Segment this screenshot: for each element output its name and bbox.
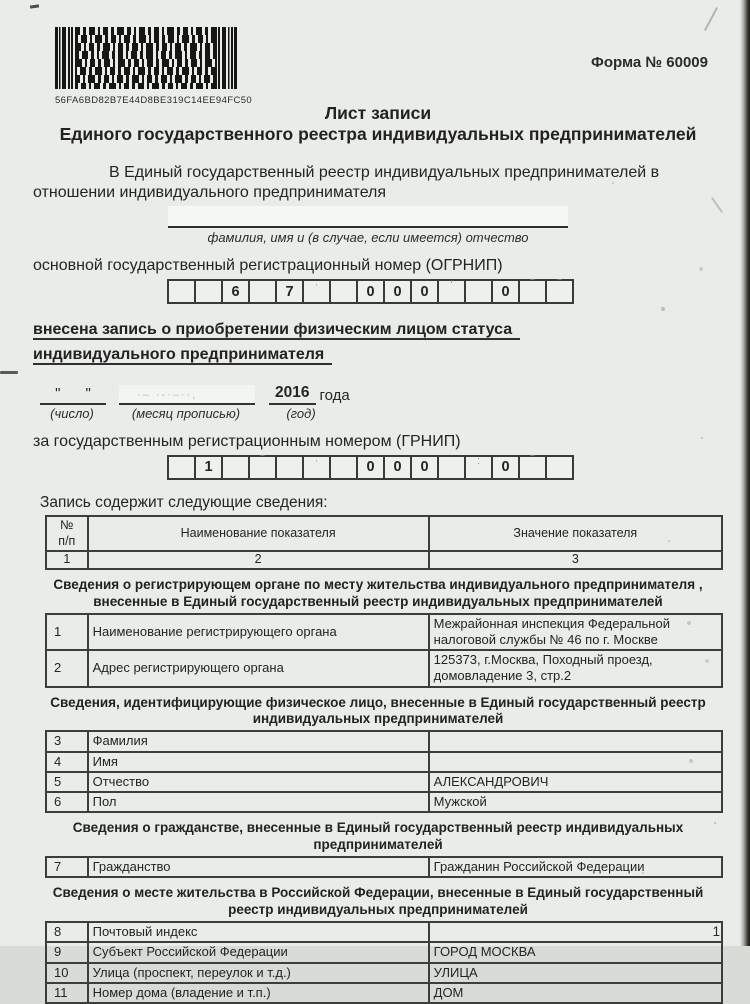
date-year-value: 2016 xyxy=(269,384,316,405)
table-row xyxy=(46,963,722,983)
grnip-cell xyxy=(329,455,358,480)
table-row xyxy=(46,942,722,962)
erased-mark: ‾ xyxy=(530,454,535,467)
row-name: Наименование регистрирующего органа xyxy=(88,614,429,651)
grnip-cell xyxy=(518,455,547,480)
ogrnip-cell xyxy=(221,279,250,304)
grnip-label: за государственным регистрационным номером (ГРНИП) xyxy=(33,432,461,450)
grnip-cell xyxy=(383,455,412,480)
row-num: 7 xyxy=(46,857,88,877)
grnip-digit: 0 xyxy=(420,459,429,476)
ogrnip-cell xyxy=(275,279,304,304)
grnip-cell xyxy=(410,455,439,480)
date-month-field xyxy=(119,385,255,405)
erased-mark: · xyxy=(314,279,319,292)
grnip-cell xyxy=(491,455,520,480)
row-num: 8 xyxy=(46,922,88,942)
grnip-cell xyxy=(356,455,385,480)
grnip-cell xyxy=(221,455,250,480)
ogrnip-cell xyxy=(518,279,547,304)
date-field-labels xyxy=(33,406,723,421)
record-statement-line2: индивидуального предпринимателя xyxy=(33,346,332,365)
row-name: Почтовый индекс xyxy=(88,922,429,942)
section-heading-registering-authority: Сведения о регистрирующем органе по месту жительства индивидуального предпринимателя , внесенные в Единый государственный реестр индивидуальных предпринимателей xyxy=(53,576,703,609)
erased-mark: ‾ xyxy=(260,454,265,467)
row-value: ДОМ xyxy=(429,983,722,1003)
row-name: Улица (проспект, переулок и т.д.) xyxy=(88,963,429,983)
row-name: Адрес регистрирующего органа xyxy=(88,650,429,687)
form-number-label: Форма № 60009 xyxy=(591,54,708,71)
barcode-code-text: 56FA6BD82B7E44D8BE319C14EE94FC50 xyxy=(55,95,253,106)
grnip-cell xyxy=(437,455,466,480)
ogrnip-cell xyxy=(167,279,196,304)
column-header-num: № п/п xyxy=(46,516,88,551)
date-day-label: (число) xyxy=(50,405,94,421)
page-number: 1 xyxy=(712,924,720,939)
record-date xyxy=(33,384,723,405)
grnip-digit: 0 xyxy=(501,459,510,476)
record-contents-intro: Запись содержит следующие сведения: xyxy=(40,493,328,511)
ogrnip-cell xyxy=(302,279,331,304)
date-year-suffix: года xyxy=(319,386,350,404)
ogrnip-label: основной государственный регистрационный номер (ОГРНИП) xyxy=(33,257,503,275)
row-value: УЛИЦА xyxy=(429,963,722,983)
ogrnip-digit: 0 xyxy=(420,283,429,300)
section-table-registering-authority xyxy=(45,613,723,688)
row-num: 9 xyxy=(46,942,88,962)
erased-mark: : xyxy=(476,454,481,467)
document-title-line2: Единого государственного реестра индивидуальных предпринимателей xyxy=(59,124,697,145)
intro-paragraph: В Единый государственный реестр индивидуальных предпринимателей в отношении индивидуального предпринимателя xyxy=(33,163,660,202)
row-num: 3 xyxy=(46,731,88,751)
ogrnip-number-boxes xyxy=(167,279,723,304)
erased-mark: ‾ xyxy=(530,279,535,292)
details-table-header xyxy=(45,515,723,570)
column-index: 1 xyxy=(46,551,88,569)
ogrnip-digit: 6 xyxy=(231,283,240,300)
ogrnip-cell xyxy=(437,279,466,304)
name-field-caption: фамилия, имя и (в случае, если имеется) отчество xyxy=(207,230,529,246)
row-name: Субъект Российской Федерации xyxy=(88,942,429,962)
grnip-cell xyxy=(194,455,223,480)
grnip-cell xyxy=(545,455,574,480)
row-value xyxy=(429,731,722,751)
grnip-cell xyxy=(275,455,304,480)
grnip-number-boxes xyxy=(167,455,723,480)
date-year-label: (год) xyxy=(286,405,316,421)
record-statement-line1: внесена запись о приобретении физическим лицом статуса xyxy=(33,321,520,340)
row-num: 6 xyxy=(46,792,88,812)
row-name: Имя xyxy=(88,752,429,772)
section-table-person-identity xyxy=(45,730,723,813)
table-row xyxy=(46,752,722,772)
row-value: Мужской xyxy=(429,792,722,812)
ogrnip-cell xyxy=(491,279,520,304)
section-heading-citizenship: Сведения о гражданстве, внесенные в Единый государственный реестр индивидуальных предпринимателей xyxy=(72,820,684,853)
grnip-cell xyxy=(167,455,196,480)
ogrnip-cell xyxy=(545,279,574,304)
ogrnip-cell xyxy=(194,279,223,304)
ogrnip-digit: 7 xyxy=(285,283,294,300)
column-header-value: Значение показателя xyxy=(429,516,722,551)
grnip-cell xyxy=(248,455,277,480)
row-value: Гражданин Российской Федерации xyxy=(429,857,722,877)
row-num: 2 xyxy=(46,650,88,687)
table-row xyxy=(46,983,722,1003)
table-row xyxy=(46,922,722,942)
column-header-name: Наименование показателя xyxy=(88,516,429,551)
row-value: АЛЕКСАНДРОВИЧ xyxy=(429,772,722,792)
erased-mark: ’ xyxy=(450,279,453,292)
row-num: 11 xyxy=(46,983,88,1003)
row-value xyxy=(429,752,722,772)
grnip-digit: 1 xyxy=(204,459,213,476)
date-day-field: " " xyxy=(40,385,106,405)
table-row xyxy=(46,857,722,877)
ogrnip-cell xyxy=(356,279,385,304)
ogrnip-cell xyxy=(329,279,358,304)
record-statement xyxy=(33,318,723,368)
ogrnip-cell xyxy=(464,279,493,304)
table-row xyxy=(46,614,722,651)
date-month-label: (месяц прописью) xyxy=(131,405,241,421)
row-name: Номер дома (владение и т.п.) xyxy=(88,983,429,1003)
erased-mark: · xyxy=(314,454,319,467)
ogrnip-digit: 0 xyxy=(501,283,510,300)
row-num: 4 xyxy=(46,752,88,772)
name-redaction-box xyxy=(168,206,568,228)
section-table-citizenship xyxy=(45,856,723,878)
section-heading-person-identity: Сведения, идентифицирующие физическое лицо, внесенные в Единый государственный реестр индивидуальных предпринимателей xyxy=(50,694,706,727)
erased-mark: ‾ xyxy=(557,279,562,292)
grnip-cell xyxy=(464,455,493,480)
row-name: Гражданство xyxy=(88,857,429,877)
document-title-line1: Лист записи xyxy=(324,103,432,123)
table-row xyxy=(46,731,722,751)
table-row xyxy=(46,792,722,812)
section-table-residence xyxy=(45,921,723,1004)
row-value xyxy=(429,922,722,942)
column-index: 3 xyxy=(429,551,722,569)
column-index: 2 xyxy=(88,551,429,569)
row-name: Пол xyxy=(88,792,429,812)
row-num: 1 xyxy=(46,614,88,651)
row-value: Межрайонная инспекция Федеральной налоговой службы № 46 по г. Москве xyxy=(429,614,722,651)
ogrnip-cell xyxy=(383,279,412,304)
ogrnip-cell xyxy=(410,279,439,304)
entrepreneur-name-field xyxy=(168,206,568,245)
row-num: 10 xyxy=(46,963,88,983)
table-row xyxy=(46,650,722,687)
row-name: Фамилия xyxy=(88,731,429,751)
grnip-cell xyxy=(302,455,331,480)
ogrnip-digit: 0 xyxy=(393,283,402,300)
table-row xyxy=(46,772,722,792)
grnip-digit: 0 xyxy=(366,459,375,476)
ogrnip-cell xyxy=(248,279,277,304)
grnip-digit: 0 xyxy=(393,459,402,476)
section-heading-residence: Сведения о месте жительства в Российской Федерации, внесенные в Единый государственный реестр индивидуальных предпринимателей xyxy=(52,885,704,918)
ogrnip-digit: 0 xyxy=(366,283,375,300)
row-value: 125373, г.Москва, Походный проезд, домовладение 3, стр.2 xyxy=(429,650,722,687)
row-name: Отчество xyxy=(88,772,429,792)
row-value: ГОРОД МОСКВА xyxy=(429,942,722,962)
row-num: 5 xyxy=(46,772,88,792)
